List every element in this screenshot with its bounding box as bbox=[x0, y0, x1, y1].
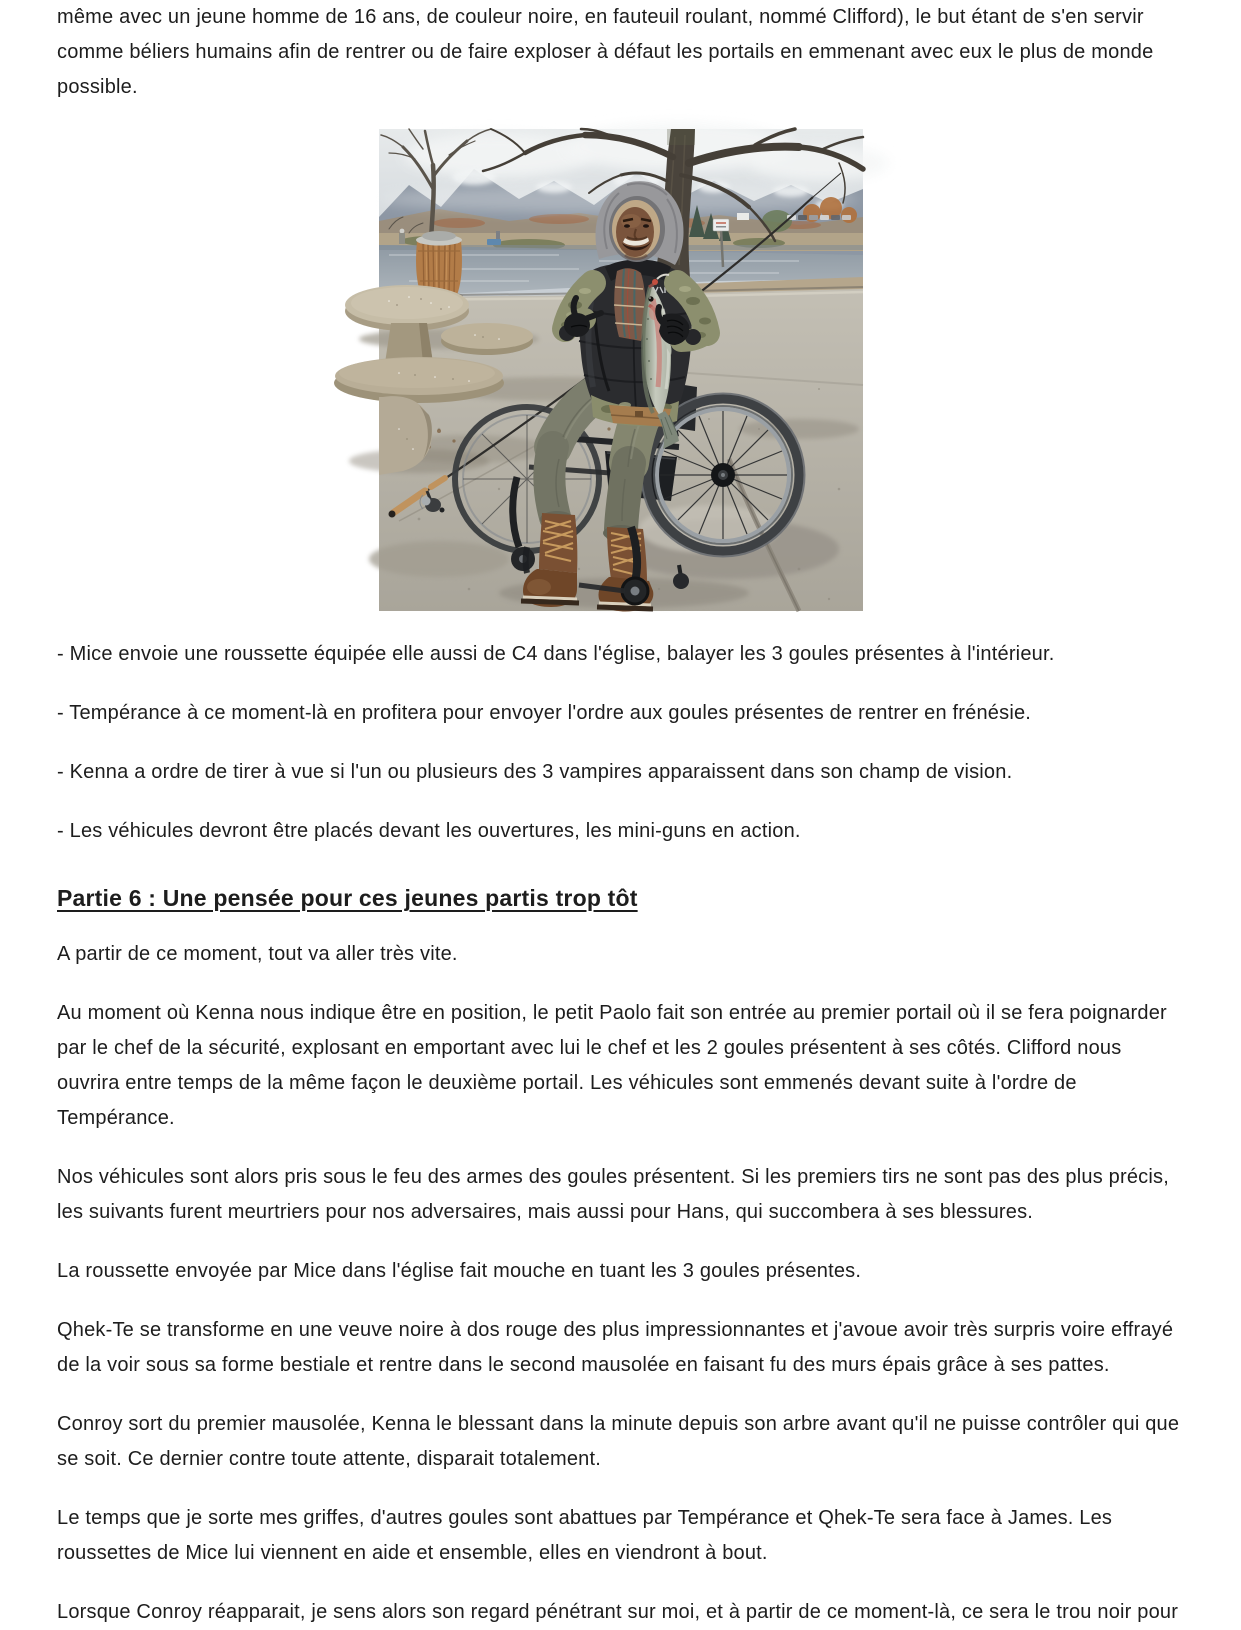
bullet-item: - Mice envoie une roussette équipée elle aussi de C4 dans l'église, balayer les 3 goules présentes à l'intérieur. bbox=[57, 643, 1055, 665]
paragraph: Lorsque Conroy réapparait, je sens alors son regard pénétrant sur moi, et à partir de ce moment-là, ce sera le trou noir pour bbox=[57, 1601, 1179, 1623]
paragraph: La roussette envoyée par Mice dans l'église fait mouche en tuant les 3 goules présentes. bbox=[57, 1260, 862, 1282]
paragraph: Qhek-Te se transforme en une veuve noire à dos rouge des plus impressionnantes et j'avoue avoir très surpris voire effrayé de la voir sous sa forme bestiale et rentre dans le second mausolée en faisant fu des murs épais grâce à ses pattes. bbox=[57, 1319, 1174, 1376]
photo-plaid-scarf bbox=[614, 268, 646, 341]
section-heading: Partie 6 : Une pensée pour ces jeunes partis trop tôt bbox=[57, 885, 638, 911]
bullet-item: - Les véhicules devront être placés devant les ouvertures, les mini-guns en action. bbox=[57, 820, 801, 842]
bullet-item: - Tempérance à ce moment-là en profitera pour envoyer l'ordre aux goules présentes de rentrer en frénésie. bbox=[57, 702, 1032, 724]
intro-paragraph: même avec un jeune homme de 16 ans, de couleur noire, en fauteuil roulant, nommé Clifford), le but étant de s'en servir comme béliers humains afin de rentrer ou de faire exploser à défaut les portails en emmenant avec eux le plus de monde possible. bbox=[57, 6, 1154, 98]
photo-trash-can bbox=[416, 231, 462, 295]
paragraph: Au moment où Kenna nous indique être en position, le petit Paolo fait son entrée au premier portail où il se fera poignarder par le chef de la sécurité, explosant en emportant avec lui le chef et les 2 goules présentent à ses côtés. Clifford nous ouvrira entre temps de la même façon le deuxième portail. Les véhicules sont emmenés devant suite à l'ordre de Tempérance. bbox=[57, 1002, 1167, 1129]
paragraph: A partir de ce moment, tout va aller très vite. bbox=[57, 943, 458, 965]
paragraph: Nos véhicules sont alors pris sous le feu des armes des goules présentent. Si les premiers tirs ne sont pas des plus précis, les suivants furent meurtriers pour nos adversaires, mais aussi pour Hans, qui succombera à ses blessures. bbox=[57, 1166, 1169, 1223]
photo-fisherman-wheelchair bbox=[379, 129, 863, 611]
paragraph: Conroy sort du premier mausolée, Kenna le blessant dans la minute depuis son arbre avant qu'il ne puisse contrôler qui que se soit. Ce dernier contre toute attente, disparait totalement. bbox=[57, 1413, 1180, 1470]
bullet-item: - Kenna a ordre de tirer à vue si l'un ou plusieurs des 3 vampires apparaissent dans son champ de vision. bbox=[57, 761, 1013, 783]
paragraph: Le temps que je sorte mes griffes, d'autres goules sont abattues par Tempérance et Qhek-Te sera face à James. Les roussettes de Mice lui viennent en aide et ensemble, elles en viendront à bout. bbox=[57, 1507, 1113, 1564]
